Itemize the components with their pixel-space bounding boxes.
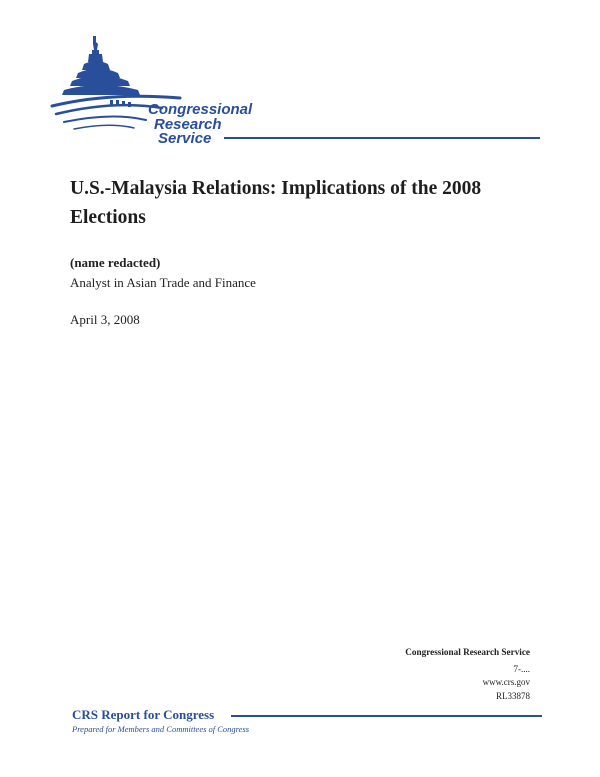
meta-url[interactable]: www.crs.gov [482,677,530,687]
logo-text-service: Service [158,130,212,147]
author-name: (name redacted) [70,255,161,270]
meta-phone: 7-.... [513,664,530,674]
author-role: Analyst in Asian Trade and Finance [70,275,256,290]
footer-title: CRS Report for Congress [72,707,215,722]
capitol-dome-icon [50,28,550,148]
meta-report-code: RL33878 [495,691,530,701]
report-title: U.S.-Malaysia Relations: Implications of the 2008 Elections [70,178,482,228]
logo-text-congressional: Congressional [148,101,253,118]
footer-subtitle: Prepared for Members and Committees of Congress [72,724,250,734]
meta-organization: Congressional Research Service [405,647,530,657]
logo-text-research: Research [154,116,222,133]
crs-logo [50,28,550,148]
footer-rule [231,715,542,717]
report-date: April 3, 2008 [70,312,140,327]
